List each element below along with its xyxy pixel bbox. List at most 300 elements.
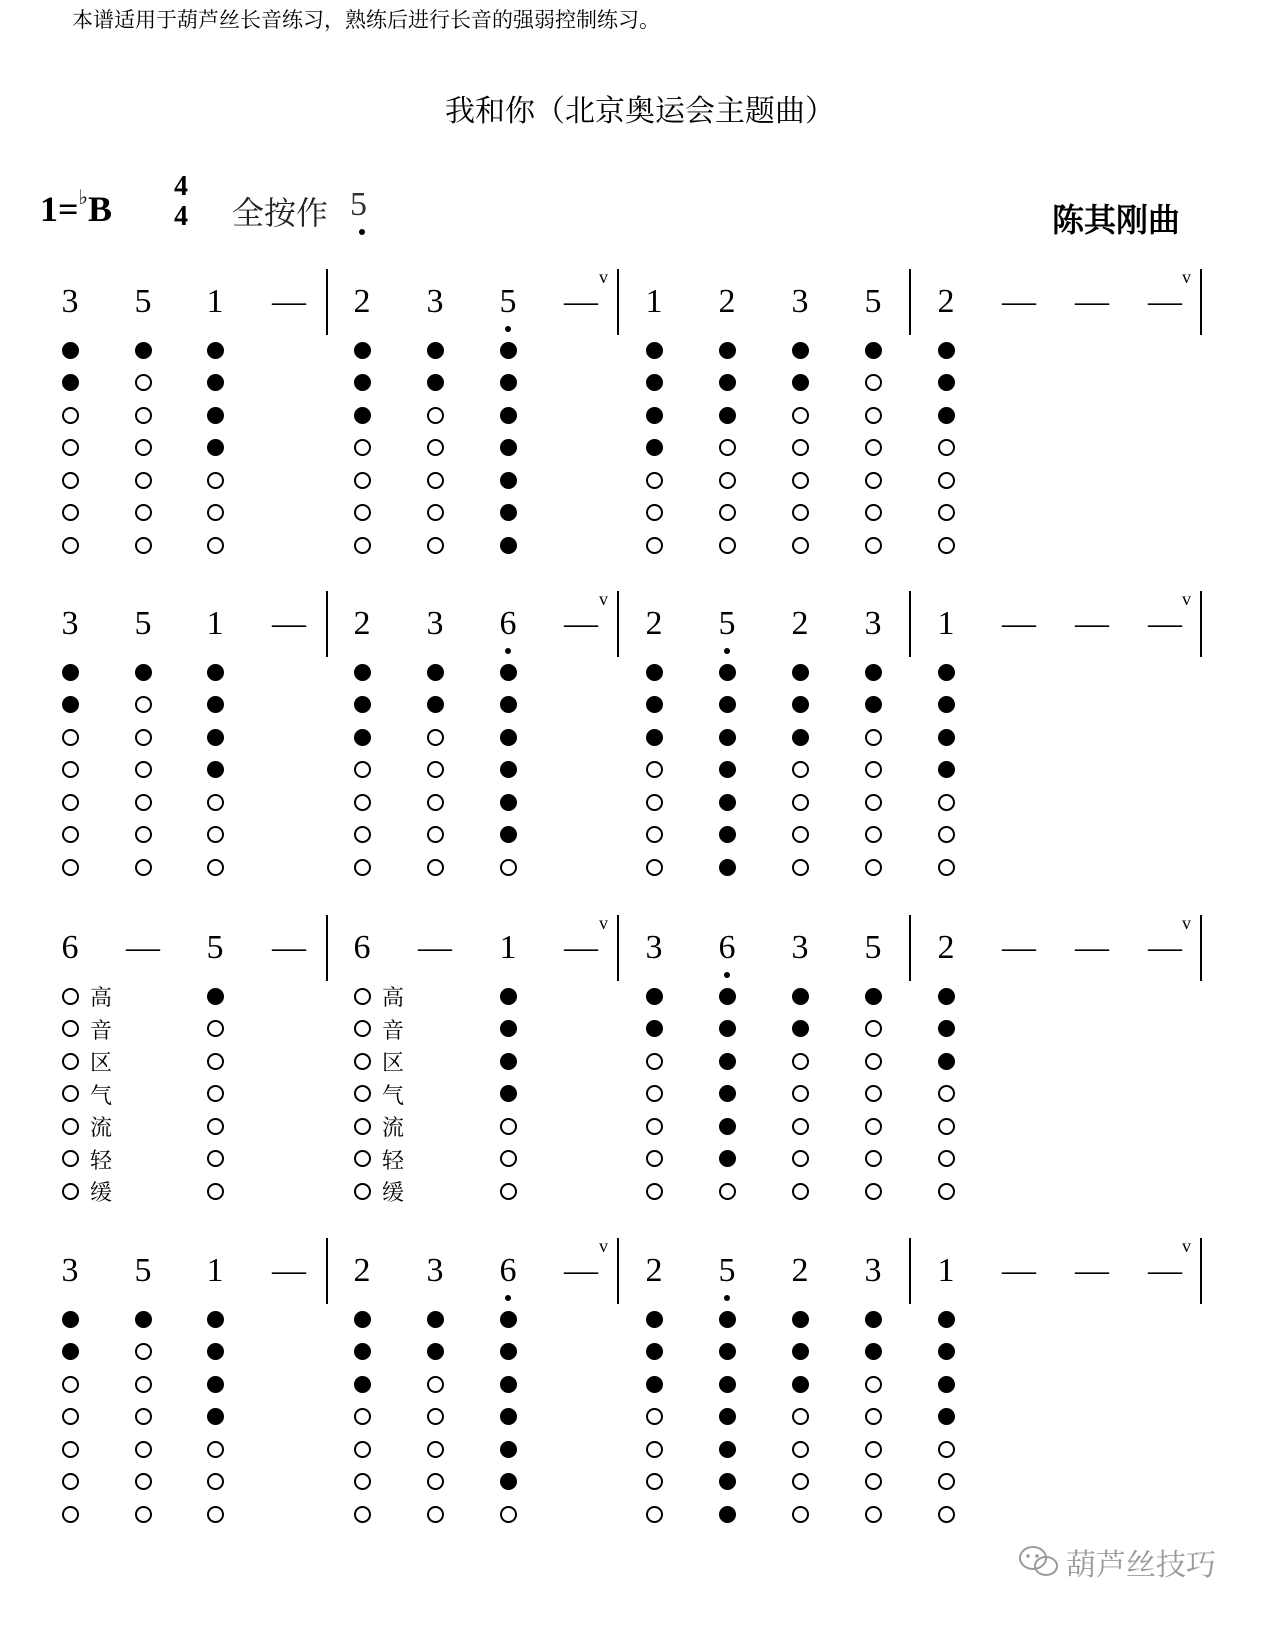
annotation-char: 区 (382, 1051, 405, 1076)
open-hole (865, 1376, 882, 1393)
closed-hole (354, 729, 371, 746)
open-hole (792, 794, 809, 811)
open-hole (792, 439, 809, 456)
closed-hole (207, 342, 224, 359)
closed-hole (719, 859, 736, 876)
open-hole (865, 407, 882, 424)
note: 2 (718, 283, 736, 320)
open-hole (427, 1441, 444, 1458)
annotation-char: 缓 (90, 1181, 113, 1206)
open-hole (792, 826, 809, 843)
open-hole (207, 1053, 224, 1070)
closed-hole (500, 761, 517, 778)
closed-hole (207, 761, 224, 778)
note: 3 (864, 605, 882, 642)
note: 3 (791, 283, 809, 320)
open-hole (938, 1183, 955, 1200)
open-hole (62, 1376, 79, 1393)
open-hole (500, 859, 517, 876)
closed-hole (719, 826, 736, 843)
closed-hole (500, 1020, 517, 1037)
open-hole (500, 1118, 517, 1135)
note: — (272, 605, 306, 642)
open-hole (207, 472, 224, 489)
breath-mark: v (599, 913, 608, 933)
note: — (272, 283, 306, 320)
open-hole (354, 537, 371, 554)
note: — (1075, 605, 1109, 642)
open-hole (354, 504, 371, 521)
open-hole (427, 826, 444, 843)
closed-hole (938, 1408, 955, 1425)
open-hole (792, 1441, 809, 1458)
closed-hole (354, 1311, 371, 1328)
note: 2 (645, 1252, 663, 1289)
closed-hole (500, 664, 517, 681)
closed-hole (719, 1053, 736, 1070)
closed-hole (646, 374, 663, 391)
open-hole (792, 1150, 809, 1167)
open-hole (354, 826, 371, 843)
closed-hole (719, 988, 736, 1005)
bar-line (326, 1238, 328, 1304)
breath-mark: v (1182, 913, 1191, 933)
open-hole (62, 859, 79, 876)
closed-hole (792, 1020, 809, 1037)
closed-hole (719, 1343, 736, 1360)
closed-hole (207, 1343, 224, 1360)
note: 1 (937, 1252, 955, 1289)
open-hole (500, 1150, 517, 1167)
closed-hole (427, 374, 444, 391)
open-hole (792, 472, 809, 489)
open-hole (427, 729, 444, 746)
note: — (564, 283, 598, 320)
closed-hole (354, 374, 371, 391)
open-hole (207, 826, 224, 843)
closed-hole (427, 1311, 444, 1328)
note: 6 (499, 1252, 517, 1289)
open-hole (500, 1183, 517, 1200)
note: 3 (61, 605, 79, 642)
open-hole (354, 1053, 371, 1070)
open-hole (865, 1085, 882, 1102)
note: — (1148, 605, 1182, 642)
open-hole (62, 472, 79, 489)
open-hole (354, 472, 371, 489)
note: 5 (718, 605, 736, 642)
open-hole (62, 1408, 79, 1425)
closed-hole (207, 374, 224, 391)
open-hole (646, 1506, 663, 1523)
open-hole (646, 1150, 663, 1167)
note: — (1002, 929, 1036, 966)
closed-hole (792, 1343, 809, 1360)
note: — (1002, 605, 1036, 642)
closed-hole (719, 1473, 736, 1490)
time-bottom: 4 (174, 201, 188, 232)
closed-hole (207, 407, 224, 424)
note: 6 (718, 929, 736, 966)
open-hole (354, 1020, 371, 1037)
closed-hole (500, 988, 517, 1005)
open-hole (354, 1118, 371, 1135)
open-hole (135, 1343, 152, 1360)
open-hole (865, 1183, 882, 1200)
open-hole (207, 794, 224, 811)
annotation-char: 缓 (382, 1181, 405, 1206)
open-hole (135, 696, 152, 713)
open-hole (135, 1441, 152, 1458)
open-hole (865, 1473, 882, 1490)
open-hole (427, 761, 444, 778)
intro-text: 本谱适用于葫芦丝长音练习，熟练后进行长音的强弱控制练习。 (72, 8, 660, 32)
closed-hole (792, 664, 809, 681)
closed-hole (646, 729, 663, 746)
open-hole (938, 1085, 955, 1102)
open-hole (62, 1053, 79, 1070)
open-hole (646, 1118, 663, 1135)
note: 6 (353, 929, 371, 966)
open-hole (719, 439, 736, 456)
closed-hole (135, 664, 152, 681)
time-top: 4 (174, 171, 188, 202)
note: 2 (937, 929, 955, 966)
open-hole (62, 761, 79, 778)
closed-hole (500, 1085, 517, 1102)
closed-hole (207, 696, 224, 713)
low-octave-dot (505, 326, 511, 332)
note: 5 (134, 283, 152, 320)
open-hole (135, 794, 152, 811)
note: 3 (645, 929, 663, 966)
watermark-text: 葫芦丝技巧 (1066, 1548, 1216, 1583)
open-hole (938, 826, 955, 843)
open-hole (62, 1118, 79, 1135)
open-hole (207, 1020, 224, 1037)
open-hole (865, 1506, 882, 1523)
closed-hole (646, 1343, 663, 1360)
open-hole (135, 472, 152, 489)
open-hole (207, 1183, 224, 1200)
breath-mark: v (1182, 1236, 1191, 1256)
bar-line (1200, 1238, 1202, 1304)
note: 2 (353, 1252, 371, 1289)
closed-hole (719, 1085, 736, 1102)
closed-hole (354, 1376, 371, 1393)
open-hole (135, 729, 152, 746)
note: — (1148, 929, 1182, 966)
open-hole (865, 761, 882, 778)
note: — (1148, 1252, 1182, 1289)
closed-hole (938, 761, 955, 778)
open-hole (427, 859, 444, 876)
closed-hole (865, 664, 882, 681)
closed-hole (500, 696, 517, 713)
breath-mark: v (599, 267, 608, 287)
note: 5 (499, 283, 517, 320)
open-hole (792, 1118, 809, 1135)
annotation-char: 高 (90, 986, 113, 1011)
low-octave-dot (724, 972, 730, 978)
closed-hole (354, 696, 371, 713)
note: 5 (864, 283, 882, 320)
closed-hole (938, 374, 955, 391)
open-hole (938, 794, 955, 811)
open-hole (646, 1408, 663, 1425)
open-hole (207, 1506, 224, 1523)
open-hole (354, 439, 371, 456)
open-hole (938, 1473, 955, 1490)
open-hole (865, 859, 882, 876)
closed-hole (646, 407, 663, 424)
open-hole (865, 1020, 882, 1037)
closed-hole (719, 342, 736, 359)
closed-hole (865, 342, 882, 359)
note: — (1075, 929, 1109, 966)
closed-hole (500, 1376, 517, 1393)
closed-hole (938, 696, 955, 713)
note: 1 (937, 605, 955, 642)
open-hole (354, 1506, 371, 1523)
bar-line (1200, 915, 1202, 981)
bar-line (326, 915, 328, 981)
open-hole (865, 826, 882, 843)
closed-hole (719, 1311, 736, 1328)
closed-hole (719, 729, 736, 746)
closed-hole (500, 504, 517, 521)
key-prefix: 1= (40, 189, 79, 229)
note: 2 (791, 605, 809, 642)
open-hole (62, 1441, 79, 1458)
open-hole (865, 1053, 882, 1070)
note: 3 (426, 283, 444, 320)
open-hole (62, 1473, 79, 1490)
closed-hole (719, 1506, 736, 1523)
closed-hole (354, 664, 371, 681)
open-hole (865, 729, 882, 746)
closed-hole (500, 1441, 517, 1458)
open-hole (354, 1183, 371, 1200)
closed-hole (646, 1311, 663, 1328)
closed-hole (938, 407, 955, 424)
annotation-char: 流 (382, 1116, 405, 1141)
open-hole (354, 1408, 371, 1425)
closed-hole (792, 374, 809, 391)
open-hole (427, 504, 444, 521)
closed-hole (719, 1376, 736, 1393)
open-hole (792, 504, 809, 521)
annotation-char: 音 (90, 1018, 113, 1044)
annotation-char: 流 (90, 1116, 113, 1141)
note: 5 (134, 605, 152, 642)
note: 2 (791, 1252, 809, 1289)
closed-hole (865, 988, 882, 1005)
annotation-char: 轻 (90, 1148, 113, 1174)
open-hole (62, 504, 79, 521)
open-hole (135, 826, 152, 843)
open-hole (865, 1150, 882, 1167)
open-hole (62, 1183, 79, 1200)
open-hole (62, 1150, 79, 1167)
closed-hole (207, 664, 224, 681)
open-hole (135, 374, 152, 391)
open-hole (207, 1085, 224, 1102)
note: 5 (134, 1252, 152, 1289)
note: 5 (718, 1252, 736, 1289)
open-hole (938, 537, 955, 554)
closed-hole (135, 342, 152, 359)
note: — (564, 1252, 598, 1289)
open-hole (427, 407, 444, 424)
closed-hole (719, 1118, 736, 1135)
open-hole (865, 504, 882, 521)
bar-line (617, 1238, 619, 1304)
open-hole (62, 439, 79, 456)
note: — (564, 605, 598, 642)
open-hole (427, 537, 444, 554)
closed-hole (792, 1376, 809, 1393)
note: — (1075, 1252, 1109, 1289)
closed-hole (62, 374, 79, 391)
bar-line (617, 591, 619, 657)
closed-hole (354, 1343, 371, 1360)
open-hole (792, 407, 809, 424)
open-hole (938, 504, 955, 521)
open-hole (865, 374, 882, 391)
closed-hole (354, 342, 371, 359)
closed-hole (792, 696, 809, 713)
open-hole (865, 1408, 882, 1425)
open-hole (135, 1506, 152, 1523)
closed-hole (207, 729, 224, 746)
note: 5 (206, 929, 224, 966)
bar-line (909, 269, 911, 335)
open-hole (207, 1473, 224, 1490)
bar-line (909, 591, 911, 657)
closed-hole (719, 794, 736, 811)
closed-hole (719, 1150, 736, 1167)
annotation-char: 音 (382, 1018, 405, 1044)
breath-mark: v (599, 1236, 608, 1256)
closed-hole (646, 1020, 663, 1037)
low-octave-dot (724, 648, 730, 654)
open-hole (135, 504, 152, 521)
open-hole (207, 537, 224, 554)
open-hole (646, 1441, 663, 1458)
closed-hole (500, 1473, 517, 1490)
note: 1 (499, 929, 517, 966)
open-hole (427, 1506, 444, 1523)
note: — (126, 929, 160, 966)
closed-hole (427, 1343, 444, 1360)
open-hole (354, 1441, 371, 1458)
open-hole (135, 859, 152, 876)
open-hole (865, 472, 882, 489)
closed-hole (62, 664, 79, 681)
open-hole (135, 1473, 152, 1490)
closed-hole (62, 342, 79, 359)
note: — (1002, 1252, 1036, 1289)
open-hole (719, 472, 736, 489)
open-hole (354, 1085, 371, 1102)
open-hole (62, 1506, 79, 1523)
closed-hole (719, 664, 736, 681)
closed-hole (354, 407, 371, 424)
note: 3 (426, 1252, 444, 1289)
open-hole (135, 1376, 152, 1393)
closed-hole (500, 537, 517, 554)
open-hole (427, 472, 444, 489)
closed-hole (62, 1311, 79, 1328)
open-hole (427, 794, 444, 811)
closed-hole (938, 1311, 955, 1328)
composer: 陈其刚曲 (1052, 201, 1181, 239)
closed-hole (719, 1020, 736, 1037)
annotation-char: 气 (90, 1083, 113, 1109)
closed-hole (500, 342, 517, 359)
closed-hole (500, 472, 517, 489)
closed-hole (62, 1343, 79, 1360)
closed-hole (500, 407, 517, 424)
open-hole (719, 504, 736, 521)
open-hole (938, 1441, 955, 1458)
note: — (1002, 283, 1036, 320)
breath-mark: v (1182, 267, 1191, 287)
open-hole (62, 407, 79, 424)
note: 3 (61, 1252, 79, 1289)
closed-hole (938, 664, 955, 681)
open-hole (427, 1473, 444, 1490)
bar-line (909, 915, 911, 981)
open-hole (354, 761, 371, 778)
closed-hole (646, 342, 663, 359)
open-hole (865, 794, 882, 811)
closed-hole (938, 1343, 955, 1360)
open-hole (719, 1183, 736, 1200)
open-hole (62, 826, 79, 843)
open-hole (427, 439, 444, 456)
open-hole (646, 504, 663, 521)
open-hole (62, 794, 79, 811)
closed-hole (500, 439, 517, 456)
closed-hole (792, 988, 809, 1005)
closed-hole (427, 696, 444, 713)
closed-hole (865, 1311, 882, 1328)
closed-hole (719, 1441, 736, 1458)
closed-hole (938, 729, 955, 746)
breath-mark: v (1182, 589, 1191, 609)
open-hole (354, 1473, 371, 1490)
closed-hole (646, 696, 663, 713)
grip-label: 全按作 (232, 194, 329, 232)
open-hole (938, 859, 955, 876)
open-hole (865, 1441, 882, 1458)
open-hole (792, 1473, 809, 1490)
open-hole (135, 1408, 152, 1425)
annotation-char: 轻 (382, 1148, 405, 1174)
open-hole (938, 1150, 955, 1167)
open-hole (354, 988, 371, 1005)
open-hole (938, 1506, 955, 1523)
closed-hole (865, 696, 882, 713)
open-hole (865, 439, 882, 456)
low-octave-dot (724, 1295, 730, 1301)
closed-hole (719, 407, 736, 424)
note: 2 (645, 605, 663, 642)
note: 3 (864, 1252, 882, 1289)
bar-line (909, 1238, 911, 1304)
